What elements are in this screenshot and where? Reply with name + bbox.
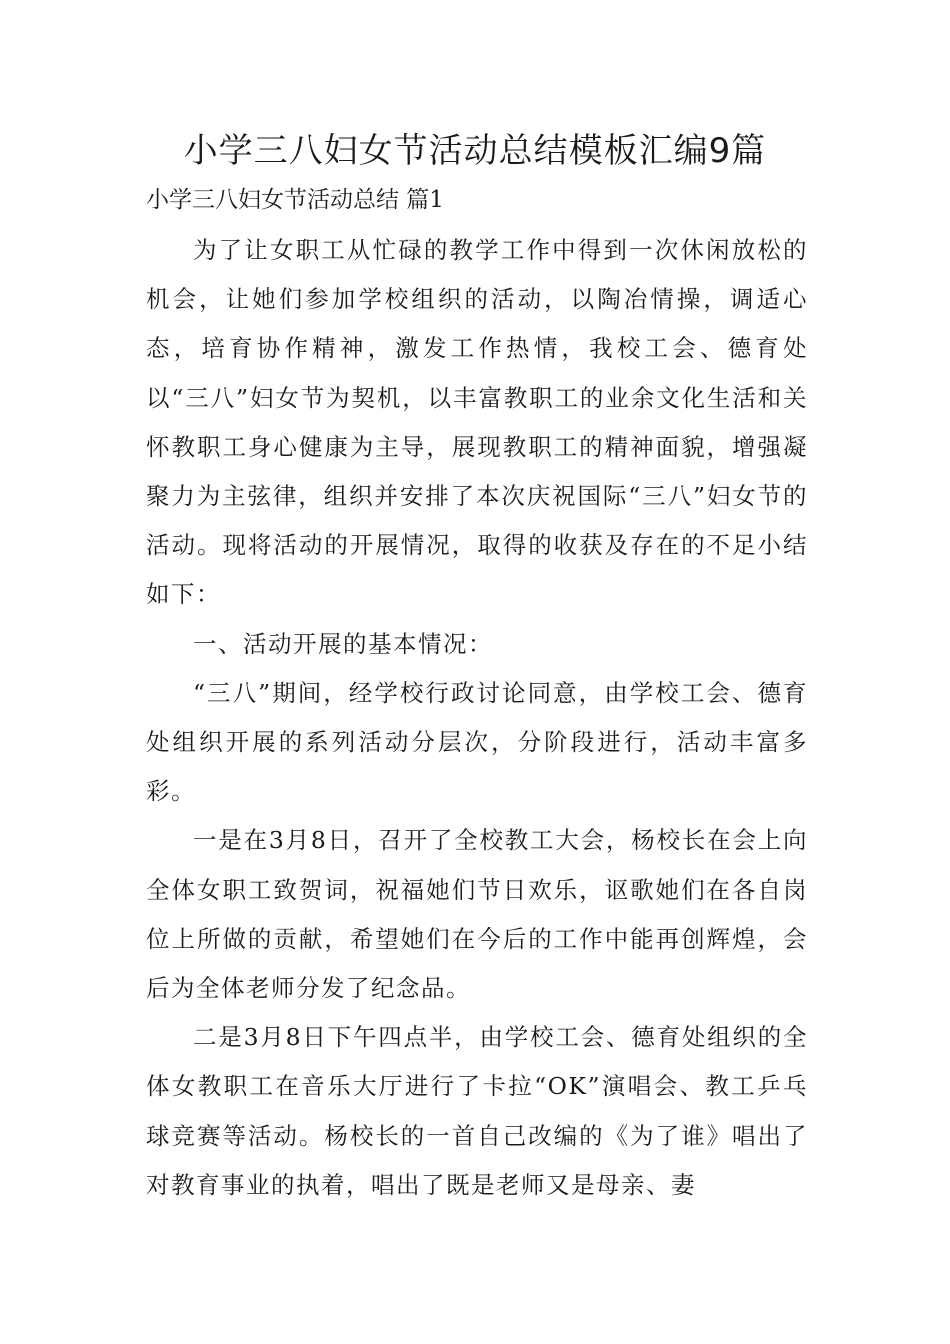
- section-heading: 小学三八妇女节活动总结 篇1: [146, 187, 444, 213]
- paragraph-intro: 为了让女职工从忙碌的教学工作中得到一次休闲放松的机会，让她们参加学校组织的活动，以陶冶情操，调适心态，培育协作精神，激发工作热情，我校工会、德育处以“三八”妇女节为契机，以丰富教职工的业余文化生活和关怀教职工身心健康为主导，展现教职工的精神面貌，增强凝聚力为主弦律，组织并安排了本次庆祝国际“三八”妇女节的活动。现将活动的开展情况，取得的收获及存在的不足小结如下：: [146, 236, 808, 609]
- paragraph-second-event: 二是3月8日下午四点半，由学校工会、德育处组织的全体女教职工在音乐大厅进行了卡拉“OK”演唱会、教工乒乓球竞赛等活动。杨校长的一首自己改编的《为了谁》唱出了对教育事业的执着，唱出了既是老师又是母亲、妻: [146, 1023, 808, 1199]
- paragraph-subheading: 一、活动开展的基本情况：: [193, 629, 493, 658]
- paragraph-first-event: 一是在3月8日，召开了全校教工大会，杨校长在会上向全体女职工致贺词，祝福她们节日欢乐，讴歌她们在各自岗位上所做的贡献，希望她们在今后的工作中能再创辉煌，会后为全体老师分发了纪念品。: [146, 826, 808, 1003]
- paragraph-overview: “三八”期间，经学校行政讨论同意，由学校工会、德育处组织开展的系列活动分层次，分阶段进行，活动丰富多彩。: [146, 678, 808, 806]
- document-title: 小学三八妇女节活动总结模板汇编9篇: [183, 131, 767, 171]
- body-text: [146, 226, 808, 1210]
